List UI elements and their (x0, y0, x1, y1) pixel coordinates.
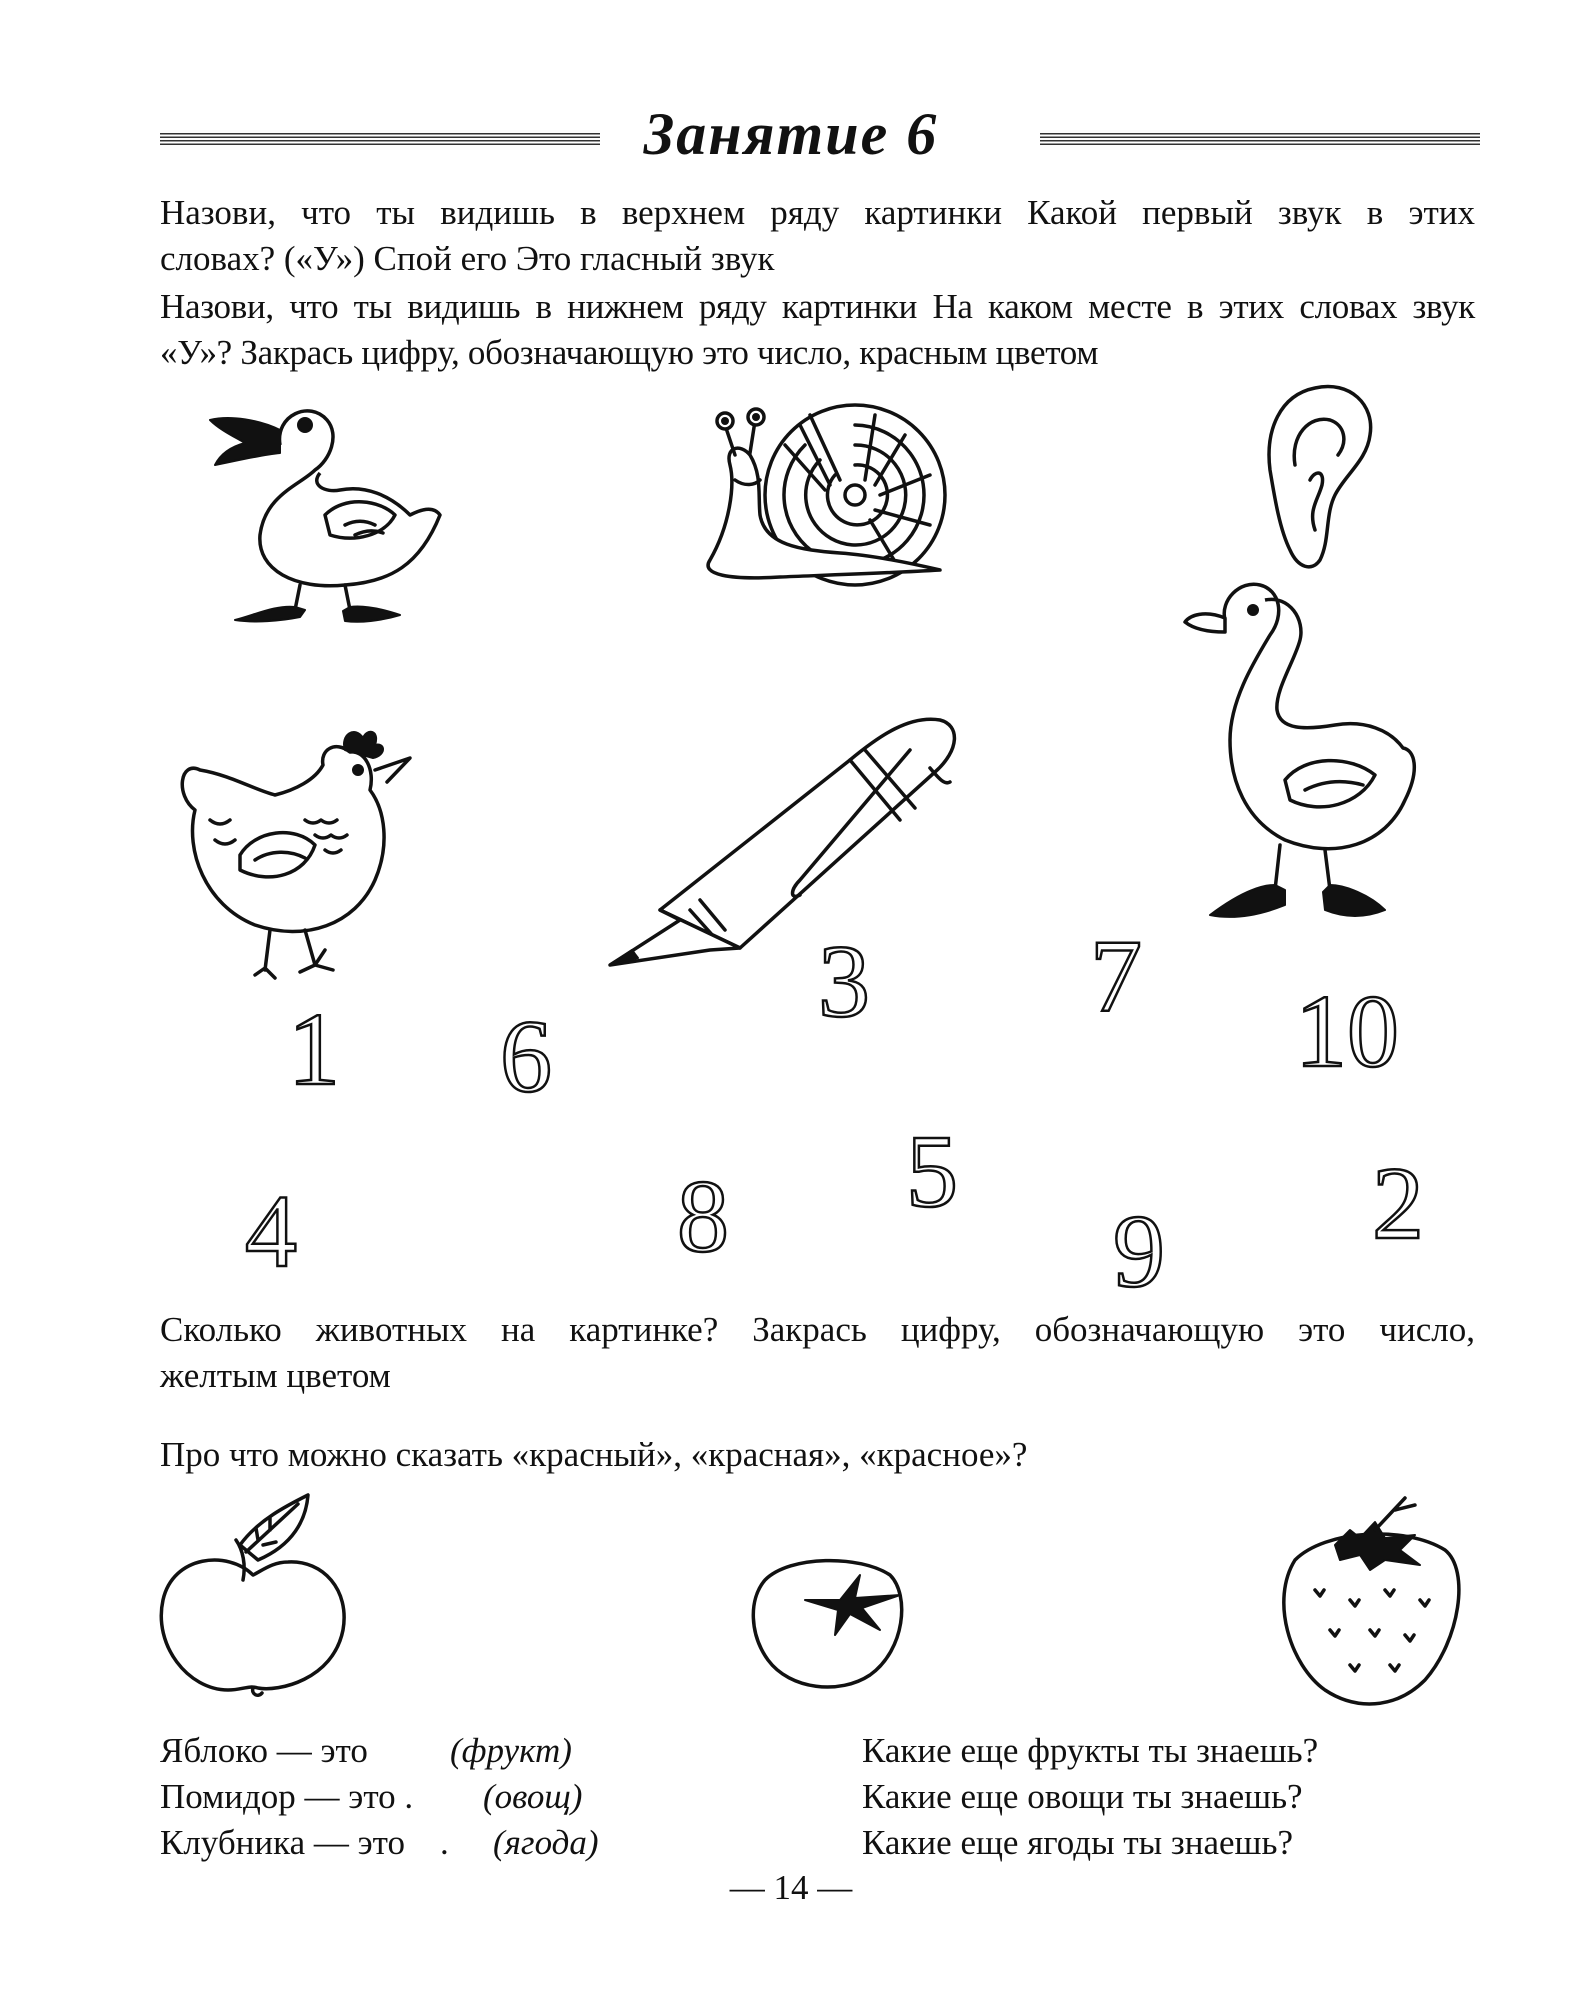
header-rule-left (160, 133, 600, 147)
pen-icon (610, 710, 970, 970)
instruction-line: Назови, что ты видишь в нижнем ряду картинки На каком месте в этих словах звук (160, 287, 1475, 326)
strawberry-icon (1275, 1490, 1465, 1710)
number-3: 3 (818, 924, 870, 1039)
instruction-line: словах? («У») Спой его Это гласный звук (160, 239, 775, 278)
number-2: 2 (1372, 1146, 1424, 1261)
number-6: 6 (500, 999, 552, 1114)
answer-left: Помидор — это . (160, 1777, 414, 1816)
task-red-question: Про что можно сказать «красный», «красная», «красное»? (160, 1435, 1028, 1474)
answer-fruit: (фрукт) (450, 1731, 572, 1770)
page-title: Занятие 6 (643, 101, 939, 167)
instruction-paragraph-2 (160, 284, 1475, 376)
answer-row-berry (160, 1820, 449, 1866)
question-berries: Какие еще ягоды ты знаешь? (862, 1823, 1293, 1862)
number-7: 7 (1090, 919, 1142, 1034)
apple-icon (158, 1490, 348, 1700)
question-fruits: Какие еще фрукты ты знаешь? (862, 1731, 1319, 1770)
hen-icon (175, 710, 430, 980)
answer-row-fruit (160, 1728, 368, 1774)
question-vegetables: Какие еще овощи ты знаешь? (862, 1777, 1303, 1816)
number-8: 8 (677, 1159, 729, 1274)
answer-row-vegetable (160, 1774, 413, 1820)
instruction-paragraph-1 (160, 190, 1475, 282)
snail-icon (690, 385, 950, 585)
number-4: 4 (245, 1174, 297, 1289)
tomato-icon (750, 1550, 910, 1690)
instruction-line: «У»? Закрась цифру, обозначающую это число, красным цветом (160, 333, 1099, 372)
goose-icon (1185, 580, 1425, 950)
number-1: 1 (288, 992, 340, 1107)
number-5: 5 (906, 1114, 958, 1229)
task-animals-count (160, 1307, 1475, 1399)
duck-icon (205, 385, 445, 625)
header-rule-right (1040, 133, 1480, 147)
number-10: 10 (1295, 974, 1399, 1089)
instruction-line: Назови, что ты видишь в верхнем ряду картинки Какой первый звук в этих (160, 193, 1475, 232)
page-number: — 14 — (729, 1868, 853, 1907)
answer-vegetable: (овощ) (483, 1777, 583, 1816)
number-9: 9 (1113, 1194, 1165, 1309)
answer-berry: (ягода) (493, 1823, 599, 1862)
task-line: желтым цветом (160, 1356, 391, 1395)
ear-icon (1260, 380, 1380, 570)
answer-left: Клубника — это . (160, 1823, 449, 1862)
answer-left: Яблоко — это (160, 1731, 368, 1770)
task-line: Сколько животных на картинке? Закрась цифру, обозначающую это число, (160, 1310, 1475, 1349)
